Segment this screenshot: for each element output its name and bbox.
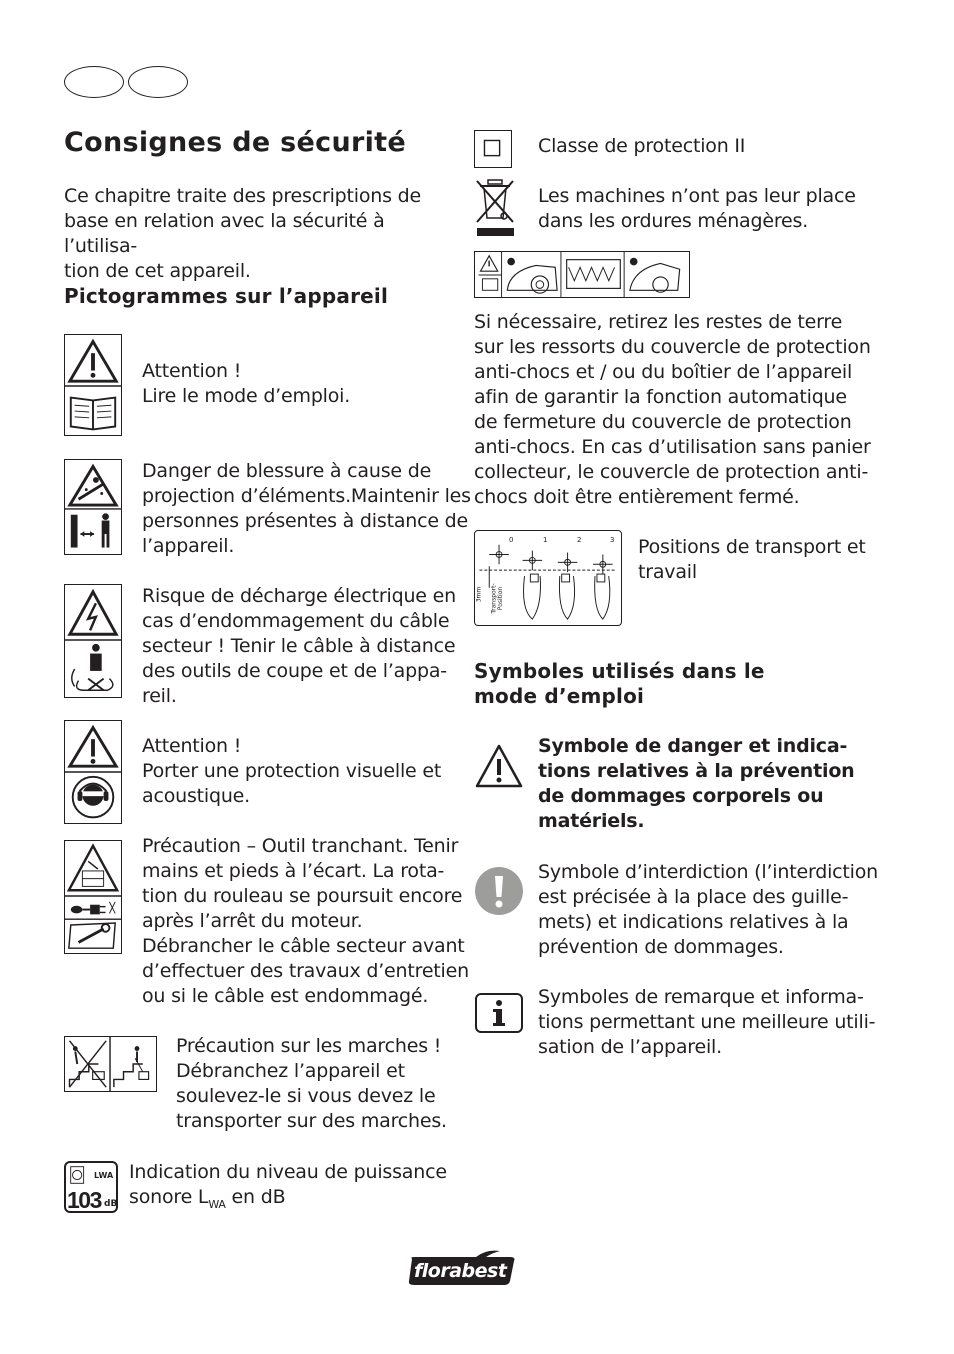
position-side-label-3: Position	[497, 586, 505, 611]
projectile-hazard-icon	[65, 460, 121, 554]
position-tick-2: 2	[577, 536, 582, 544]
protection-class-text: Classe de protection II	[538, 135, 746, 157]
sound-value: 103	[67, 1187, 101, 1213]
machine-cover-pictogram	[474, 251, 690, 298]
symbols-heading: Symboles utilisés dans le mode d’emploi	[474, 659, 765, 708]
exclamation-circle-icon	[474, 866, 524, 916]
pictogram-1-text: Attention ! Lire le mode d’emploi.	[142, 360, 351, 407]
positions-text: Positions de transport et travail	[638, 536, 866, 583]
language-tabs	[64, 66, 192, 102]
lwa-label: LWA	[94, 1171, 114, 1180]
position-tick-0: 0	[509, 536, 514, 544]
position-tick-3: 3	[610, 536, 615, 544]
danger-symbol	[474, 742, 524, 790]
info-text: Symboles de remarque et informa- tions permettant une meilleure utili- sation de l’appareil.	[538, 986, 876, 1058]
pictogram-stairs	[64, 1036, 157, 1092]
sound-power-text: Indication du niveau de puissance sonore $L_{WA}$ en dB	[129, 1161, 447, 1211]
ear-eye-protection-icon	[65, 721, 121, 823]
stairs-caution-icon	[65, 1037, 156, 1091]
info-icon	[474, 992, 524, 1034]
pictogram-projection-distance	[64, 459, 122, 555]
positions-diagram	[474, 530, 622, 626]
disposal-text: Les machines n’ont pas leur place dans les ordures ménagères.	[538, 185, 856, 232]
electric-shock-icon	[65, 585, 121, 697]
pictograms-heading: Pictogrammes sur l’appareil	[64, 284, 389, 308]
warning-manual-icon	[65, 335, 121, 435]
pictogram-5-text: Précaution – Outil tranchant. Tenir mains et pieds à l’écart. La rota- tion du rouleau se poursuit encore après l’arrêt du moteur. Débrancher le câble secteur avant d’effectuer des travaux d’entretien ou si le câble est endommagé.	[142, 835, 469, 1007]
double-square-icon	[475, 131, 511, 167]
page-title: Consignes de sécurité	[64, 127, 406, 158]
intro-paragraph: Ce chapitre traite des prescriptions de base en relation avec la sécurité à l’utilisa- tion de cet appareil.	[64, 185, 422, 282]
pictogram-attention-protection	[64, 720, 122, 824]
info-symbol	[474, 992, 524, 1034]
language-oval-1	[64, 66, 124, 98]
pictogram-4-text: Attention ! Porter une protection visuelle et acoustique.	[142, 735, 442, 807]
pictogram-6-text: Précaution sur les marches ! Débranchez l’appareil et soulevez-le si vous devez le transporter sur des marches.	[176, 1035, 447, 1132]
protection-class-icon	[474, 130, 512, 168]
prohibition-symbol	[474, 866, 524, 916]
pictogram-2-text: Danger de blessure à cause de projection d’éléments.Maintenir les personnes présentes à distance de l’appareil.	[142, 460, 471, 557]
pictogram-electric-cable	[64, 584, 122, 698]
sound-power-pictogram	[64, 1161, 118, 1213]
warning-triangle-icon	[474, 742, 524, 790]
rotating-blade-icon	[65, 841, 121, 953]
cover-paragraph: Si nécessaire, retirez les restes de terre sur les ressorts du couvercle de protection anti-chocs et / ou du boîtier de l’appareil afin de garantir la fonction automatique de fermeture du couvercle de protection anti-chocs. En cas d’utilisation sans panier collecteur, le couvercle de protection anti- chocs doit être entièrement fermé.	[474, 311, 871, 508]
danger-text: Symbole de danger et indica- tions relatives à la prévention de dommages corporels ou matériels.	[538, 735, 855, 832]
disposal-icon	[474, 178, 516, 238]
sound-unit: dB	[104, 1199, 118, 1209]
pictogram-3-text: Risque de décharge électrique en cas d’endommagement du câble secteur ! Tenir le câble à distance des outils de coupe et de l’appa- reil.	[142, 585, 456, 707]
brand-text: florabest	[414, 1260, 507, 1282]
machine-cover-icon	[475, 252, 689, 297]
position-side-label-2: Transport-	[490, 583, 498, 614]
florabest-logo	[406, 1247, 518, 1287]
position-tick-1: 1	[543, 536, 548, 544]
position-side-label-1: 3mm	[475, 586, 483, 603]
language-oval-2	[128, 66, 188, 98]
pictogram-blade-unplug	[64, 840, 122, 954]
pictogram-attention-manual	[64, 334, 122, 436]
prohibition-text: Symbole d’interdiction (l’interdiction est précisée à la place des guille- mets) et indications relatives à la prévention de dommages.	[538, 861, 879, 958]
crossed-bin-icon	[474, 178, 516, 238]
